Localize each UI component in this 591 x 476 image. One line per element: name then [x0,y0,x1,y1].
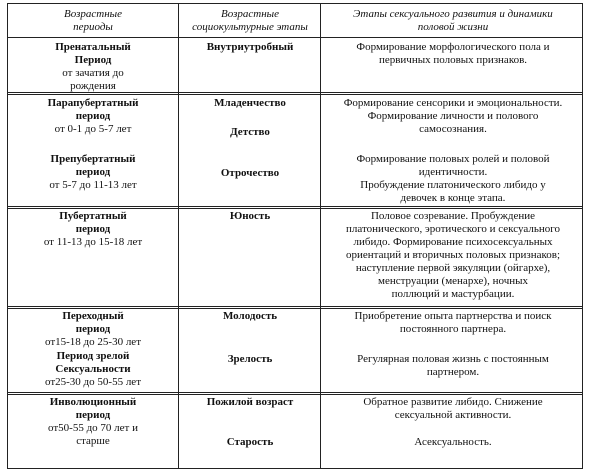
row-divider [8,392,582,393]
stage-description: Приобретение опыта партнерства и поиск [354,310,552,322]
period-name: период [75,323,111,335]
period-range: рождения [70,80,116,92]
stage-name: Старость [226,436,274,448]
stage-description: ориентаций и вторичных половых признаков; [345,249,561,261]
stage-name: Пожилой возраст [206,396,294,408]
header-col1-line1: Возрастные [64,8,122,20]
stage-name: Молодость [222,310,278,322]
stage-description: Формирование личности и полового [367,110,539,122]
stage-name: Зрелость [227,353,273,365]
period-name: Инволюционный [49,396,137,408]
stage-description: Асексуальность. [414,436,492,448]
row-divider [8,206,582,207]
period-range: от 0-1 до 5-7 лет [54,123,132,135]
stage-name: Младенчество [214,97,286,109]
stage-description: платонического, эротического и сексуального [346,223,560,235]
stage-description: наступление первой эякуляции (ойгархе), [355,262,551,274]
period-range: от 5-7 до 11-13 лет [49,179,137,191]
stage-name: Внутриутробный [206,41,294,53]
column-divider [320,4,321,468]
stage-description: девочек в конце этапа. [400,192,506,204]
period-name: Период зрелой [56,350,130,362]
stage-description: Регулярная половая жизнь с постоянным [357,353,549,365]
stage-description: партнером. [426,366,480,378]
stage-description: либидо. Формирование психосексуальных [353,236,553,248]
period-name: период [75,409,111,421]
stage-description: Формирование сенсорики и эмоциональности. [343,97,563,109]
period-name: Пубертатный [59,210,127,222]
column-divider [178,4,179,468]
stage-name: Отрочество [220,167,280,179]
header-divider [8,37,582,38]
period-name: Переходный [62,310,124,322]
stage-description: постоянного партнера. [399,323,507,335]
age-periods-table [7,3,583,469]
header-col3-line1: Этапы сексуального развития и динамики [353,8,553,20]
period-range: от15-18 до 25-30 лет [44,336,141,348]
period-range: старше [76,435,110,447]
stage-description: Пробуждение платонического либидо у [360,179,546,191]
period-range: от25-30 до 50-55 лет [44,376,141,388]
period-name: Сексуальности [55,363,131,375]
row-divider [8,306,582,307]
header-col3-line2: половой жизни [417,21,489,33]
header-col2-line1: Возрастные [221,8,279,20]
period-range: от 11-13 до 15-18 лет [43,236,143,248]
header-col1-line2: периоды [73,21,113,33]
period-name: Препубертатный [50,153,136,165]
stage-name: Юность [229,210,271,222]
period-name: период [75,166,111,178]
period-name: Пренатальный [55,41,131,53]
header-col2-line2: социокультурные этапы [192,21,308,33]
period-name: период [75,223,111,235]
period-range: от зачатия до [62,67,124,79]
stage-description: идентичности. [418,166,488,178]
stage-description: поллюций и мастурбации. [391,288,515,300]
period-name: Период [74,54,112,66]
stage-description: сексуальной активности. [394,409,512,421]
stage-description: менструации (менархе), ночных [377,275,528,287]
stage-description: Формирование морфологического пола и [356,41,550,53]
stage-description: Обратное развитие либидо. Снижение [363,396,543,408]
stage-description: первичных половых признаков. [378,54,528,66]
stage-description: Формирование половых ролей и половой [356,153,550,165]
period-name: Парапубертатный [47,97,139,109]
stage-name: Детство [230,126,270,138]
stage-description: Половое созревание. Пробуждение [370,210,536,222]
stage-description: самосознания. [419,123,487,135]
period-name: период [75,110,111,122]
period-range: от50-55 до 70 лет и [48,422,138,434]
